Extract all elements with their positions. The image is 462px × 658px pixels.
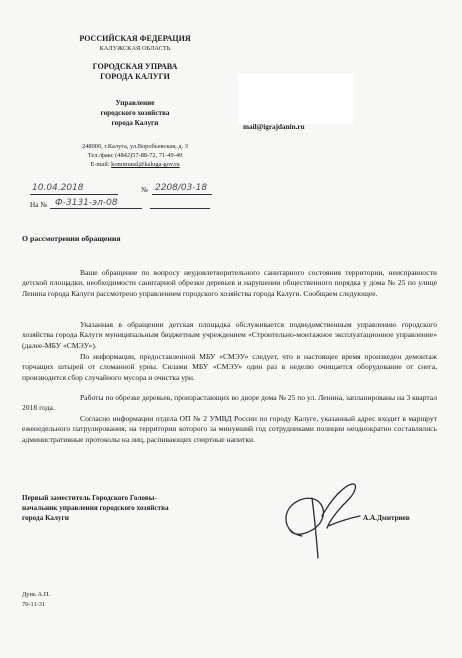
number-underline bbox=[152, 194, 212, 195]
redacted-recipient bbox=[238, 74, 353, 124]
reference-label: На № bbox=[30, 201, 48, 209]
reference-number: Ф-3131-эл-08 bbox=[55, 198, 118, 208]
reference-underline bbox=[50, 208, 142, 209]
body-paragraph-2: Указанная в обращении детская площадка обслуживается подведомственным управлению городского хозяйства города Калуги муниципальным бюджетным учреждением «Строительно-монтажное эксплуатационное управление» (далее-МБУ «СМЭУ»). bbox=[22, 320, 437, 350]
body-paragraph-5: Согласно информации отдела ОП № 2 УМВД России по городу Калуге, указанный адрес входит в маршрут еженедельного патрулирования, на территории которого за минувший год сотрудниками полиции неоднократно составлялись административные протоколы на лиц, распивающих спиртные напитки. bbox=[22, 414, 437, 444]
body-paragraph-1: Ваше обращение по вопросу неудовлетворительного санитарного состояния территории, неисправности детской площадки, необходимости санитарной обрезки деревьев и нарушении общественного порядка у дома № 25 по улице Ленина города Калуги рассмотрено управлением городского хозяйства города Калуги. Сообщаем следующее. bbox=[22, 268, 437, 298]
signatory-title-line2: начальник управления городского хозяйства bbox=[22, 504, 169, 512]
signatory-name: А.А.Дмитриев bbox=[363, 514, 410, 522]
org-email-link[interactable]: kommunal@kaluga-gov.ru bbox=[111, 161, 180, 168]
body-paragraph-3: По информации, предоставленной МБУ «СМЭУ» следует, что в настоящее время произведен демонтаж торчащих штырей от сломанной урны. Силами МБУ «СМЭУ» один раз в неделю очищается оборудование от снега, производится сбор случайного мусора и очистка урн. bbox=[22, 352, 437, 382]
reference-date-underline bbox=[150, 208, 210, 209]
body-paragraph-4: Работы по обрезке деревьев, произрастающих во дворе дома № 25 по ул. Ленина, запланированы на 3 квартал 2018 года. bbox=[22, 393, 437, 413]
org-phone: Тел./факс (4842)57-88-72, 71-49-49 bbox=[87, 152, 183, 159]
executor-name: Дунь А.П. bbox=[22, 591, 50, 598]
org-address: 248000, г.Калуга, ул.Воробьевская, д. 3 bbox=[82, 143, 188, 150]
dept-name-line2: городского хозяйства bbox=[100, 109, 170, 117]
registration-date: 10.04.2018 bbox=[32, 183, 84, 193]
email-label: E-mail: bbox=[90, 161, 110, 168]
signatory-title-line1: Первый заместитель Городского Головы- bbox=[22, 494, 157, 502]
subject-heading: О рассмотрении обращения bbox=[22, 234, 121, 243]
dept-name-line1: Управление bbox=[115, 99, 155, 107]
number-label: № bbox=[141, 186, 148, 194]
dept-name-line3: города Калуги bbox=[111, 119, 159, 127]
recipient-email: mail@igrajdanin.ru bbox=[243, 123, 305, 131]
date-underline bbox=[30, 194, 118, 195]
registration-number: 2208/03-18 bbox=[155, 183, 208, 193]
org-email-line bbox=[40, 160, 230, 170]
signatory-title-line3: города Калуги bbox=[22, 514, 69, 522]
handwritten-signature bbox=[272, 478, 367, 563]
region-name: КАЛУЖСКАЯ ОБЛАСТЬ bbox=[99, 45, 171, 52]
org-name-line1: ГОРОДСКАЯ УПРАВА bbox=[92, 62, 178, 71]
country-name: РОССИЙСКАЯ ФЕДЕРАЦИЯ bbox=[79, 34, 191, 43]
org-name-line2: ГОРОДА КАЛУГИ bbox=[100, 72, 170, 81]
executor-phone: 70-11-31 bbox=[22, 601, 46, 608]
